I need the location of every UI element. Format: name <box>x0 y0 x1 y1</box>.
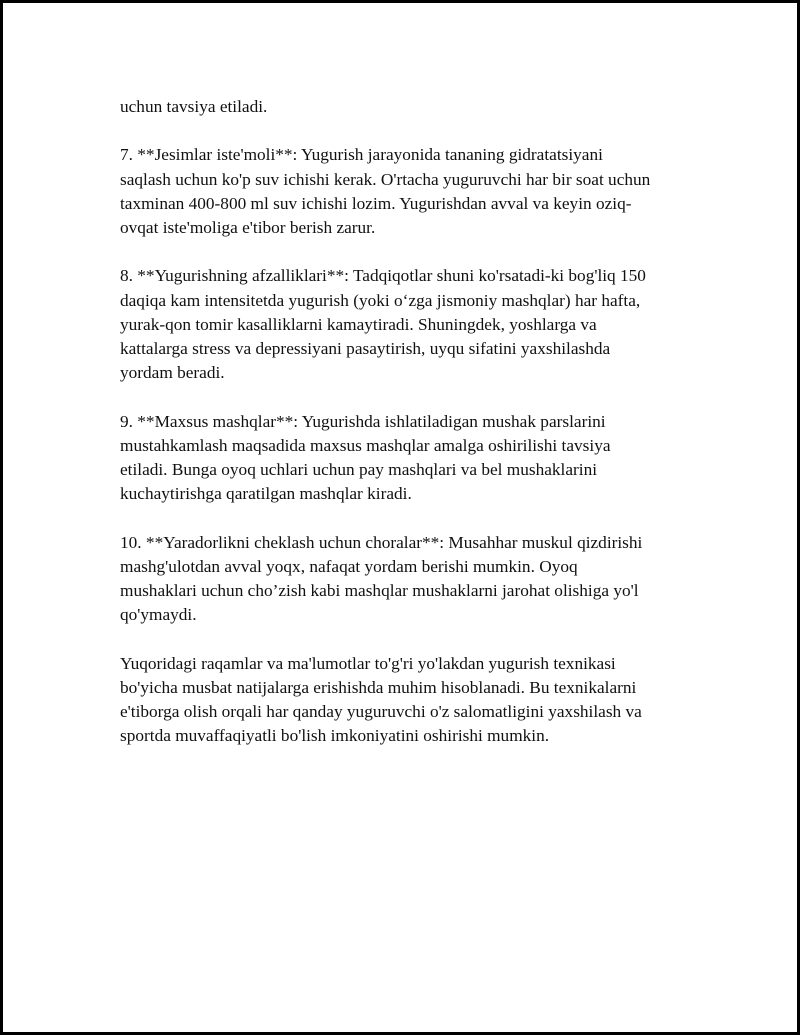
paragraph-conclusion: Yuqoridagi raqamlar va ma'lumotlar to'g'ri yo'lakdan yugurish texnikasi bo'yicha musbat natijalarga erishishda muhim hisoblanadi. Bu texnikalarni e'tiborga olish orqali har qanday yuguruvchi o'z salomatligini yaxshilash va sportda muvaffaqiyatli bo'lish imkoniyatini oshirishi mumkin. <box>120 653 642 746</box>
paragraph-item-8: 8. **Yugurishning afzalliklari**: Tadqiqotlar shuni ko'rsatadi-ki bog'liq 150 daqiqa kam intensitetda yugurish (yoki o‘zga jismoniy mashqlar) har hafta, yurak-qon tomir kasalliklarni kamaytiradi. Shuningdek, yoshlarga va kattalarga stress va depressiyani pasaytirish, uyqu sifatini yaxshilashda yordam beradi. <box>120 266 646 383</box>
paragraph-item-10: 10. **Yaradorlikni cheklash uchun choralar**: Musahhar muskul qizdirishi mashg'ulotdan avval yoqx, nafaqat yordam berishi mumkin. Oyoq mushaklari uchun cho’zish kabi mashqlar mushaklarni jarohat olishiga yo'l qo'ymaydi. <box>120 532 643 625</box>
paragraph-continuation: uchun tavsiya etiladi. <box>120 97 268 116</box>
paragraph-item-7: 7. **Jesimlar iste'moli**: Yugurish jarayonida tananing gidratatsiyani saqlash uchun ko'p suv ichishi kerak. O'rtacha yuguruvchi har bir soat uchun taxminan 400-800 ml suv ichishi lozim. Yugurishdan avval va keyin oziq- ovqat iste'moliga e'tibor berish zarur. <box>120 145 651 237</box>
document-body <box>120 95 700 773</box>
paragraph-item-9: 9. **Maxsus mashqlar**: Yugurishda ishlatiladigan mushak parslarini mustahkamlash maqsadida maxsus mashqlar amalga oshirilishi tavsiya etiladi. Bunga oyoq uchlari uchun pay mashqlari va bel mushaklarini kuchaytirishga qaratilgan mashqlar kiradi. <box>120 411 611 504</box>
